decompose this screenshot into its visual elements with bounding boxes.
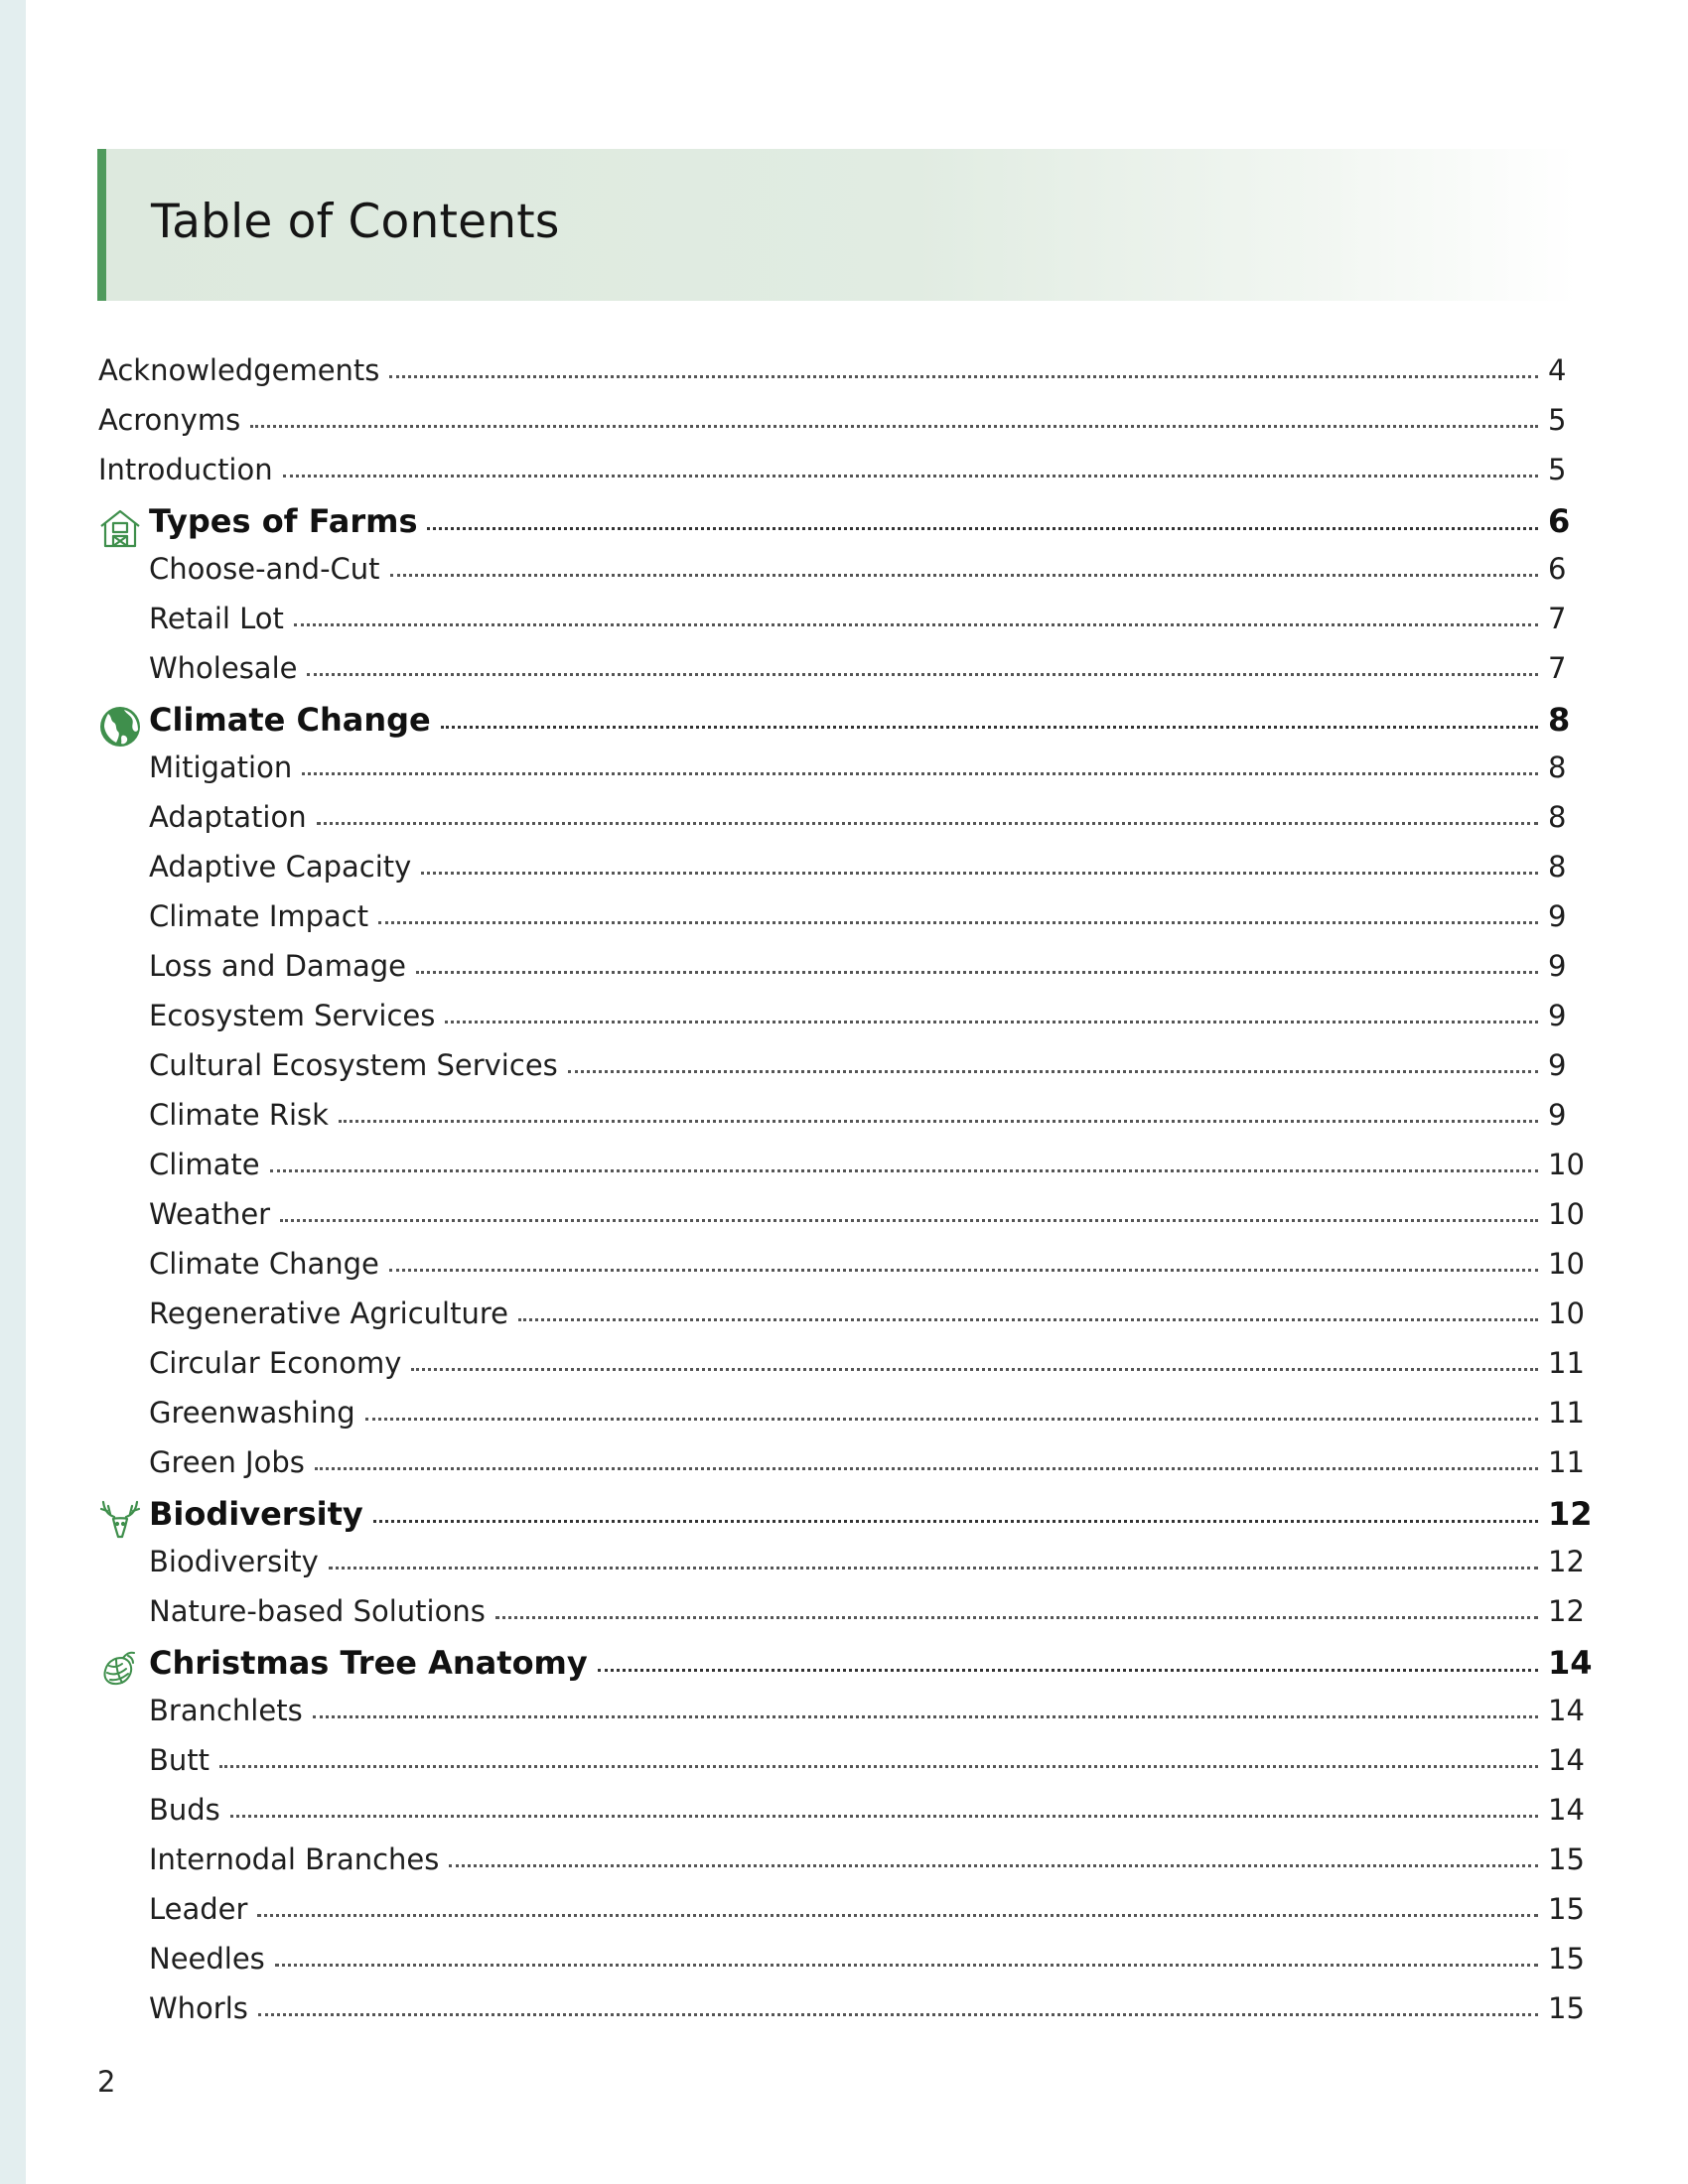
toc-entry-page: 9 xyxy=(1548,999,1567,1032)
toc-entry-label: Climate Risk xyxy=(149,1098,329,1132)
toc-entry[interactable] xyxy=(98,651,1588,701)
toc-entry-label: Loss and Damage xyxy=(149,949,406,983)
toc-entry-label: Nature-based Solutions xyxy=(149,1594,486,1628)
toc-section-page: 12 xyxy=(1548,1495,1593,1533)
toc-entry[interactable] xyxy=(98,1942,1588,1991)
dot-leader xyxy=(339,1120,1538,1123)
toc-entry-label: Wholesale xyxy=(149,651,298,685)
toc-entry-label: Climate xyxy=(149,1148,260,1181)
toc-entry[interactable] xyxy=(98,800,1588,850)
toc-entry-page: 15 xyxy=(1548,1892,1585,1926)
dot-leader xyxy=(250,425,1538,428)
title-band xyxy=(97,149,1577,301)
toc-section-label: Christmas Tree Anatomy xyxy=(149,1644,588,1682)
dot-leader xyxy=(411,1368,1538,1371)
toc-entry-page: 9 xyxy=(1548,949,1567,983)
toc-section-climate-change[interactable] xyxy=(98,701,1588,751)
toc-entry-page: 8 xyxy=(1548,751,1567,784)
toc-entry[interactable] xyxy=(98,1396,1588,1445)
toc-entry-page: 9 xyxy=(1548,899,1567,933)
toc-entry-page: 12 xyxy=(1548,1594,1585,1628)
dot-leader xyxy=(313,1715,1538,1718)
dot-leader xyxy=(329,1567,1538,1570)
toc-section-page: 6 xyxy=(1548,502,1571,540)
toc-entry-page: 5 xyxy=(1548,403,1567,437)
toc-entry[interactable] xyxy=(98,1445,1588,1495)
toc-entry-page: 6 xyxy=(1548,552,1567,586)
toc-entry[interactable] xyxy=(98,949,1588,999)
toc-entry-page: 12 xyxy=(1548,1545,1585,1578)
toc-section-label: Climate Change xyxy=(149,701,431,739)
dot-leader xyxy=(258,2013,1538,2016)
toc-entry-label: Needles xyxy=(149,1942,265,1976)
toc-entry[interactable] xyxy=(98,751,1588,800)
toc-entry-label: Green Jobs xyxy=(149,1445,305,1479)
toc-entry[interactable] xyxy=(98,602,1588,651)
toc-entry-label: Leader xyxy=(149,1892,248,1926)
toc-entry-label: Ecosystem Services xyxy=(149,999,436,1032)
toc-entry-page: 9 xyxy=(1548,1098,1567,1132)
toc-entry-page: 14 xyxy=(1548,1694,1585,1727)
toc-entry[interactable] xyxy=(98,999,1588,1048)
toc-entry-page: 10 xyxy=(1548,1197,1585,1231)
toc-entry-label: Choose-and-Cut xyxy=(149,552,380,586)
toc-entry-page: 10 xyxy=(1548,1247,1585,1281)
dot-leader xyxy=(275,1964,1538,1967)
toc-entry[interactable] xyxy=(98,899,1588,949)
globe-icon xyxy=(98,705,142,749)
dot-leader xyxy=(257,1914,1538,1917)
toc-entry-label: Whorls xyxy=(149,1991,248,2025)
dot-leader xyxy=(421,872,1538,875)
toc-section-page: 14 xyxy=(1548,1644,1593,1682)
toc-entry-label: Acronyms xyxy=(98,403,241,437)
toc-entry-page: 11 xyxy=(1548,1445,1585,1479)
toc-entry-label: Cultural Ecosystem Services xyxy=(149,1048,558,1082)
dot-leader xyxy=(518,1318,1538,1321)
toc-entry-label: Circular Economy xyxy=(149,1346,402,1380)
dot-leader xyxy=(416,971,1538,974)
toc-entry-page: 10 xyxy=(1548,1148,1585,1181)
dot-leader xyxy=(389,1269,1538,1272)
toc-entry-page: 8 xyxy=(1548,850,1567,884)
toc-entry[interactable] xyxy=(98,1991,1588,2041)
toc-section-biodiversity[interactable] xyxy=(98,1495,1593,1545)
page-number: 2 xyxy=(97,2065,116,2099)
toc-entry-label: Introduction xyxy=(98,453,273,486)
dot-leader xyxy=(315,1467,1538,1470)
dot-leader xyxy=(445,1021,1538,1024)
dot-leader xyxy=(390,574,1538,577)
toc-entry-page: 15 xyxy=(1548,1942,1585,1976)
toc-entry-label: Adaptive Capacity xyxy=(149,850,412,884)
toc-entry-label: Mitigation xyxy=(149,751,293,784)
toc-entry-page: 7 xyxy=(1548,651,1567,685)
dot-leader xyxy=(283,475,1538,478)
toc-entry[interactable] xyxy=(98,1346,1588,1396)
toc-entry[interactable] xyxy=(98,1743,1588,1793)
dot-leader xyxy=(365,1418,1538,1421)
toc-entry-label: Climate Impact xyxy=(149,899,369,933)
dot-leader xyxy=(378,921,1538,924)
toc-entry-introduction[interactable] xyxy=(98,453,1588,502)
toc-entry[interactable] xyxy=(98,1148,1588,1197)
dot-leader xyxy=(307,673,1538,676)
toc-entry[interactable] xyxy=(98,1297,1588,1346)
toc-entry-label: Climate Change xyxy=(149,1247,379,1281)
dot-leader xyxy=(389,375,1538,378)
toc-entry-page: 10 xyxy=(1548,1297,1585,1330)
toc-entry-acknowledgements[interactable] xyxy=(98,353,1588,403)
toc-entry-page: 4 xyxy=(1548,353,1567,387)
toc-entry[interactable] xyxy=(98,1545,1588,1594)
toc-entry-page: 15 xyxy=(1548,1991,1585,2025)
toc-entry-label: Branchlets xyxy=(149,1694,303,1727)
dot-leader xyxy=(302,772,1538,775)
dot-leader xyxy=(373,1520,1538,1523)
toc-entry-acronyms[interactable] xyxy=(98,403,1588,453)
toc-entry[interactable] xyxy=(98,1892,1588,1942)
farm-barn-icon xyxy=(98,506,142,550)
toc-entry-label: Buds xyxy=(149,1793,220,1827)
dot-leader xyxy=(230,1815,1538,1818)
toc-entry[interactable] xyxy=(98,850,1588,899)
toc-entry[interactable] xyxy=(98,1098,1588,1148)
toc-entry[interactable] xyxy=(98,1197,1588,1247)
toc-entry[interactable] xyxy=(98,552,1588,602)
toc-entry-page: 15 xyxy=(1548,1843,1585,1876)
dot-leader xyxy=(280,1219,1538,1222)
toc-entry-page: 14 xyxy=(1548,1743,1585,1777)
table-of-contents xyxy=(98,353,1593,2041)
dot-leader xyxy=(294,623,1538,626)
toc-entry-label: Biodiversity xyxy=(149,1545,319,1578)
toc-entry-label: Retail Lot xyxy=(149,602,284,635)
left-margin-strip xyxy=(0,0,26,2184)
toc-entry-label: Acknowledgements xyxy=(98,353,380,387)
toc-entry-label: Weather xyxy=(149,1197,271,1231)
toc-section-label: Biodiversity xyxy=(149,1495,363,1533)
toc-entry[interactable] xyxy=(98,1793,1588,1843)
toc-entry[interactable] xyxy=(98,1694,1588,1743)
toc-entry-page: 11 xyxy=(1548,1346,1585,1380)
dot-leader xyxy=(270,1169,1538,1172)
toc-entry-label: Internodal Branches xyxy=(149,1843,440,1876)
toc-entry[interactable] xyxy=(98,1048,1588,1098)
pinecone-icon xyxy=(98,1648,142,1692)
toc-section-page: 8 xyxy=(1548,701,1571,739)
toc-entry-label: Regenerative Agriculture xyxy=(149,1297,508,1330)
toc-section-christmas-tree-anatomy[interactable] xyxy=(98,1644,1593,1694)
toc-entry[interactable] xyxy=(98,1843,1588,1892)
toc-entry-page: 11 xyxy=(1548,1396,1585,1430)
dot-leader xyxy=(441,726,1538,729)
toc-entry-page: 9 xyxy=(1548,1048,1567,1082)
dot-leader xyxy=(495,1616,1538,1619)
toc-entry-page: 7 xyxy=(1548,602,1567,635)
dot-leader xyxy=(449,1864,1538,1867)
toc-entry-label: Adaptation xyxy=(149,800,307,834)
dot-leader xyxy=(219,1765,1538,1768)
toc-entry[interactable] xyxy=(98,1247,1588,1297)
toc-section-types-of-farms[interactable] xyxy=(98,502,1588,552)
toc-entry[interactable] xyxy=(98,1594,1588,1644)
dot-leader xyxy=(568,1070,1538,1073)
toc-section-label: Types of Farms xyxy=(149,502,418,540)
page-title: Table of Contents xyxy=(151,195,560,249)
toc-entry-page: 8 xyxy=(1548,800,1567,834)
dot-leader xyxy=(598,1669,1538,1672)
dot-leader xyxy=(427,527,1538,530)
toc-entry-label: Butt xyxy=(149,1743,211,1777)
toc-entry-label: Greenwashing xyxy=(149,1396,355,1430)
toc-entry-page: 5 xyxy=(1548,453,1567,486)
dot-leader xyxy=(317,822,1538,825)
toc-entry-page: 14 xyxy=(1548,1793,1585,1827)
deer-antlers-icon xyxy=(98,1499,142,1543)
